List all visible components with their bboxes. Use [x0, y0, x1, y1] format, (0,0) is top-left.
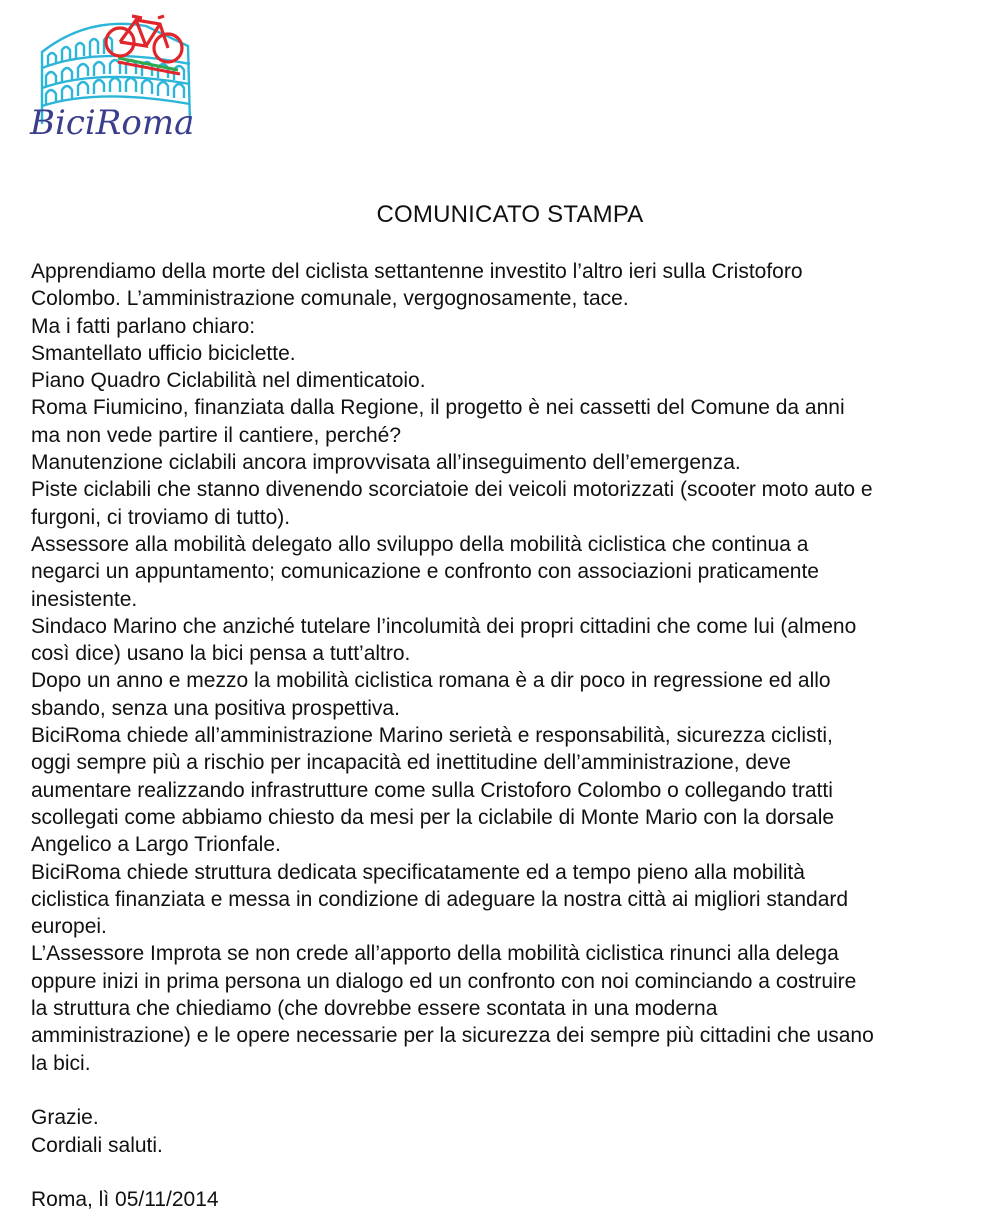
- svg-text:BiciRoma: BiciRoma: [30, 103, 195, 140]
- body-line: Apprendiamo della morte del ciclista settantenne investito l’altro ieri sulla Cristoforo: [31, 260, 803, 283]
- body-line: Roma Fiumicino, finanziata dalla Regione, il progetto è nei cassetti del Comune da anni: [31, 396, 845, 420]
- body-line: Manutenzione ciclabili ancora improvvisata all’inseguimento dell’emergenza.: [31, 451, 741, 475]
- body-line: amministrazione) e le opere necessarie per la sicurezza dei sempre più cittadini che usano: [31, 1024, 874, 1048]
- body-line: Piste ciclabili che stanno divenendo scorciatoie dei veicoli motorizzati (scooter moto auto e: [31, 478, 873, 502]
- body-line: oppure inizi in prima persona un dialogo ed un confronto con noi cominciando a costruire: [31, 969, 857, 993]
- body-line: europei.: [31, 915, 107, 939]
- spacer: [31, 1077, 993, 1104]
- body-line: Ma i fatti parlano chiaro:: [31, 314, 256, 338]
- body-line: furgoni, ci troviamo di tutto).: [31, 505, 291, 529]
- body-line: negarci un appuntamento; comunicazione e confronto con associazioni praticamente: [31, 560, 819, 584]
- document-title: COMUNICATO STAMPA: [376, 201, 644, 228]
- press-release-body: [31, 258, 993, 1213]
- body-line: così dice) usano la bici pensa a tutt’altro.: [31, 642, 411, 666]
- colosseum-bike-logo-icon: [28, 6, 198, 140]
- body-line: BiciRoma chiede all’amministrazione Marino serietà e responsabilità, sicurezza ciclisti,: [31, 724, 833, 748]
- body-line: oggi sempre più a rischio per incapacità ed inettitudine dell’amministrazione, deve: [31, 751, 791, 775]
- body-line: scollegati come abbiamo chiesto da mesi per la ciclabile di Monte Mario con la dorsale: [31, 805, 835, 829]
- body-line: inesistente.: [31, 587, 138, 611]
- body-line: BiciRoma chiede struttura dedicata specificatamente ed a tempo pieno alla mobilità: [31, 860, 805, 884]
- body-line: aumentare realizzando infrastrutture come sulla Cristoforo Colombo o collegando tratti: [31, 778, 833, 802]
- place-date: Roma, lì 05/11/2014: [31, 1188, 219, 1212]
- body-line: ma non vede partire il cantiere, perché?: [31, 423, 402, 447]
- spacer: [31, 1159, 993, 1186]
- closing-regards: Cordiali saluti.: [31, 1133, 163, 1157]
- body-line: Sindaco Marino che anziché tutelare l’incolumità dei propri cittadini che come lui (almeno: [31, 614, 857, 638]
- body-line: Piano Quadro Ciclabilità nel dimenticatoio.: [31, 369, 426, 393]
- body-line: la struttura che chiediamo (che dovrebbe essere scontata in una moderna: [31, 997, 718, 1021]
- body-line: sbando, senza una positiva prospettiva.: [31, 696, 400, 720]
- body-line: L’Assessore Improta se non crede all’apporto della mobilità ciclistica rinunci alla delega: [31, 942, 839, 966]
- body-line: la bici.: [31, 1051, 91, 1075]
- closing-thanks: Grazie.: [31, 1106, 99, 1130]
- body-line: Dopo un anno e mezzo la mobilità ciclistica romana è a dir poco in regressione ed allo: [31, 669, 831, 693]
- body-line: ciclistica finanziata e messa in condizione di adeguare la nostra città ai migliori standard: [31, 887, 849, 911]
- body-line: Colombo. L’amministrazione comunale, vergognosamente, tace.: [31, 287, 629, 311]
- body-line: Smantellato ufficio biciclette.: [31, 341, 296, 365]
- biciroma-logo: [28, 6, 198, 140]
- body-line: Assessore alla mobilità delegato allo sviluppo della mobilità ciclistica che continua a: [31, 532, 809, 556]
- body-line: Angelico a Largo Trionfale.: [31, 833, 281, 857]
